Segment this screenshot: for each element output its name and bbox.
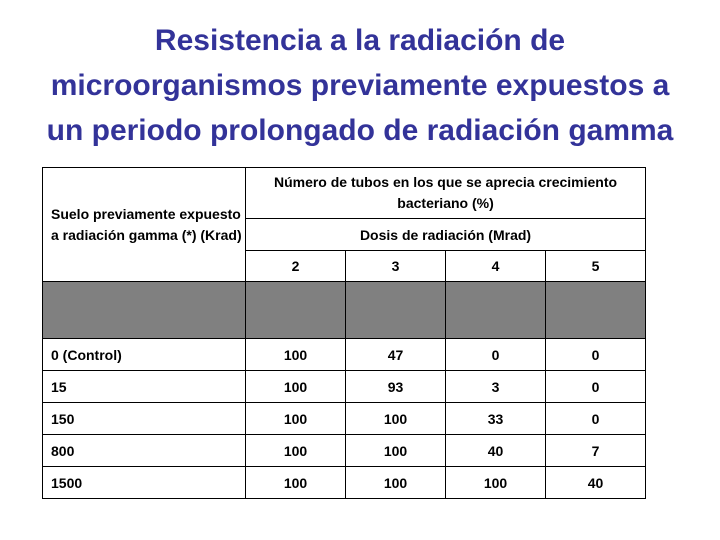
shaded-cell (43, 282, 246, 339)
growth-value-cell: 100 (246, 467, 346, 499)
growth-value-cell: 7 (546, 435, 646, 467)
growth-value-cell: 40 (446, 435, 546, 467)
soil-dose-cell: 15 (43, 371, 246, 403)
slide-title (0, 18, 720, 153)
growth-value-cell: 3 (446, 371, 546, 403)
shaded-cell (246, 282, 346, 339)
growth-value-cell: 0 (546, 339, 646, 371)
table-row (43, 371, 646, 403)
growth-value-cell: 100 (346, 435, 446, 467)
growth-value-cell: 40 (546, 467, 646, 499)
table-row (43, 339, 646, 371)
growth-value-cell: 100 (346, 403, 446, 435)
shaded-cell (546, 282, 646, 339)
growth-value-cell: 100 (246, 371, 346, 403)
radiation-resistance-table (42, 167, 646, 499)
growth-value-cell: 33 (446, 403, 546, 435)
title-line: microorganismos previamente expuestos a (50, 69, 670, 102)
shaded-cell (446, 282, 546, 339)
soil-dose-cell: 150 (43, 403, 246, 435)
growth-value-cell: 47 (346, 339, 446, 371)
growth-value-cell: 0 (446, 339, 546, 371)
growth-value-cell: 0 (546, 403, 646, 435)
table-row (43, 467, 646, 499)
growth-value-cell: 100 (246, 435, 346, 467)
growth-value-cell: 0 (546, 371, 646, 403)
growth-measure-header: Número de tubos en los que se aprecia crecimiento bacteriano (%) (246, 168, 646, 219)
dose-header-cell: 4 (446, 251, 546, 282)
shaded-cell (346, 282, 446, 339)
soil-dose-cell: 800 (43, 435, 246, 467)
header-row (43, 168, 646, 219)
soil-column-header: Suelo previamente expuesto a radiación gamma (*) (Krad) (43, 168, 246, 282)
growth-value-cell: 100 (446, 467, 546, 499)
growth-value-cell: 100 (346, 467, 446, 499)
growth-value-cell: 100 (246, 339, 346, 371)
title-line: un periodo prolongado de radiación gamma (46, 114, 674, 147)
dose-header-cell: 5 (546, 251, 646, 282)
title-line: Resistencia a la radiación de (154, 24, 566, 57)
soil-dose-cell: 1500 (43, 467, 246, 499)
table-row (43, 435, 646, 467)
growth-value-cell: 93 (346, 371, 446, 403)
dose-header-cell: 3 (346, 251, 446, 282)
growth-value-cell: 100 (246, 403, 346, 435)
shaded-separator-row (43, 282, 646, 339)
dose-group-header: Dosis de radiación (Mrad) (246, 219, 646, 251)
dose-header-cell: 2 (246, 251, 346, 282)
table-row (43, 403, 646, 435)
soil-dose-cell: 0 (Control) (43, 339, 246, 371)
